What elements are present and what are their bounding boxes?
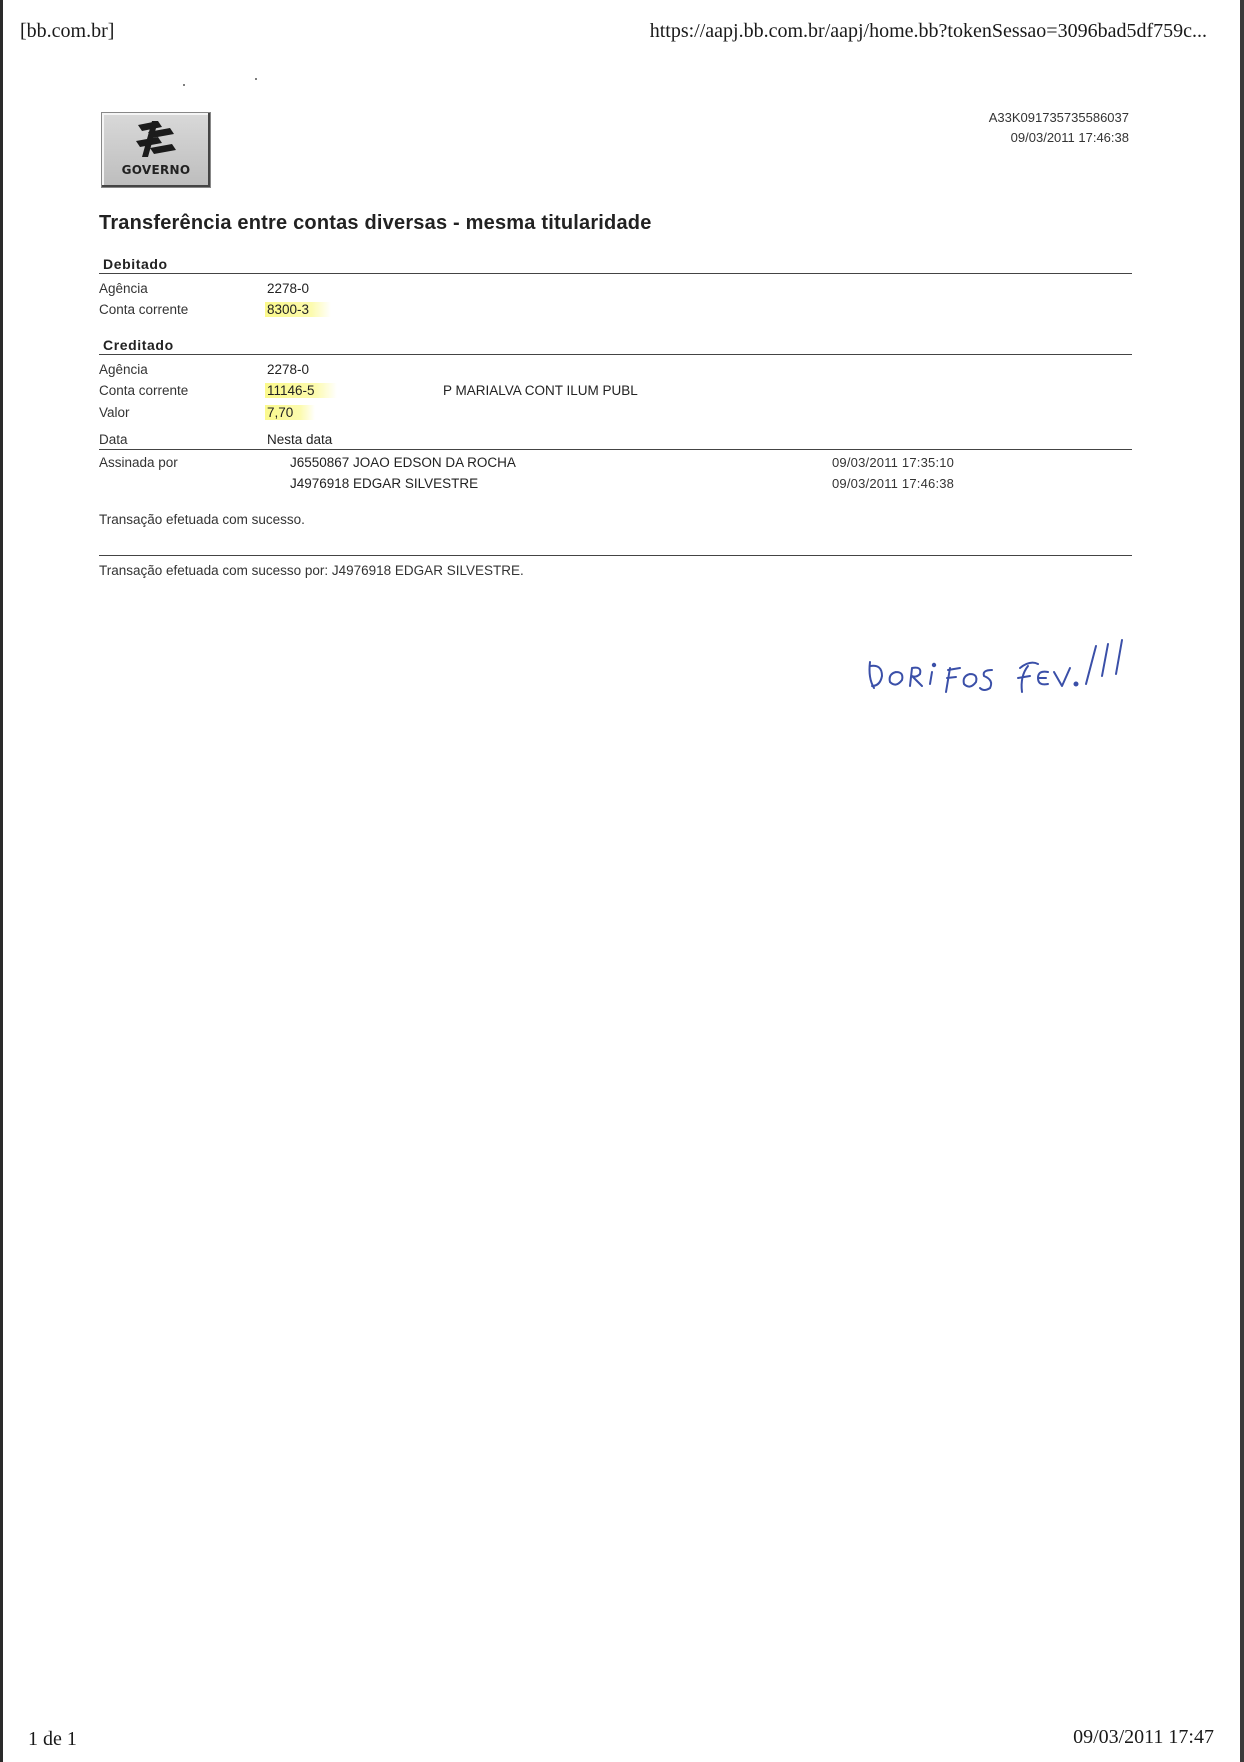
scan-speck <box>183 84 185 86</box>
print-timestamp: 09/03/2011 17:47 <box>1073 1726 1214 1748</box>
credit-conta-label: Conta corrente <box>99 383 189 398</box>
signed-by-label: Assinada por <box>99 455 178 470</box>
print-header-site: [bb.com.br] <box>20 20 115 42</box>
data-label: Data <box>99 432 128 447</box>
section-debitado-heading: Debitado <box>103 256 168 272</box>
credit-agencia-label: Agência <box>99 362 148 377</box>
scan-edge-right <box>1240 0 1244 1762</box>
document-datetime: 09/03/2011 17:46:38 <box>1010 130 1129 145</box>
scan-speck <box>255 78 257 80</box>
highlighted-value: 7,70 <box>265 405 315 420</box>
debit-agencia-label: Agência <box>99 281 148 296</box>
divider <box>99 449 1132 450</box>
status-message: Transação efetuada com sucesso. <box>99 512 305 527</box>
debit-conta-label: Conta corrente <box>99 302 189 317</box>
divider <box>99 354 1132 355</box>
credit-conta-value <box>267 383 337 398</box>
divider <box>99 555 1132 556</box>
data-value: Nesta data <box>267 432 333 447</box>
signer-name: J4976918 EDGAR SILVESTRE <box>290 476 479 491</box>
divider <box>99 273 1132 274</box>
credit-agencia-value: 2278-0 <box>267 362 310 377</box>
page-title: Transferência entre contas diversas - mesma titularidade <box>99 212 652 234</box>
debit-conta-value <box>267 302 331 317</box>
document-code <box>989 108 1129 148</box>
credit-account-holder: P MARIALVA CONT ILUM PUBL <box>443 383 638 398</box>
debit-agencia-value: 2278-0 <box>267 281 310 296</box>
valor-value <box>267 405 315 420</box>
bank-logo <box>101 112 211 188</box>
handwritten-note <box>860 620 1160 710</box>
signer-name: J6550867 JOAO EDSON DA ROCHA <box>290 455 516 470</box>
footer-message: Transação efetuada com sucesso por: J4976918 EDGAR SILVESTRE. <box>99 563 524 578</box>
highlighted-value: 8300-3 <box>265 302 331 317</box>
page-counter: 1 de 1 <box>28 1728 77 1750</box>
scan-edge-left <box>0 0 3 1762</box>
print-header-url: https://aapj.bb.com.br/aapj/home.bb?tokenSessao=3096bad5df759c... <box>649 20 1207 42</box>
banco-do-brasil-logo-icon <box>130 119 180 159</box>
section-creditado-heading: Creditado <box>103 337 174 353</box>
highlighted-value: 11146-5 <box>265 383 337 398</box>
logo-caption: GOVERNO <box>121 163 191 177</box>
document-id: A33K091735735586037 <box>988 110 1129 125</box>
signer-datetime: 09/03/2011 17:46:38 <box>832 476 955 491</box>
signer-datetime: 09/03/2011 17:35:10 <box>832 455 955 470</box>
valor-label: Valor <box>99 405 130 420</box>
